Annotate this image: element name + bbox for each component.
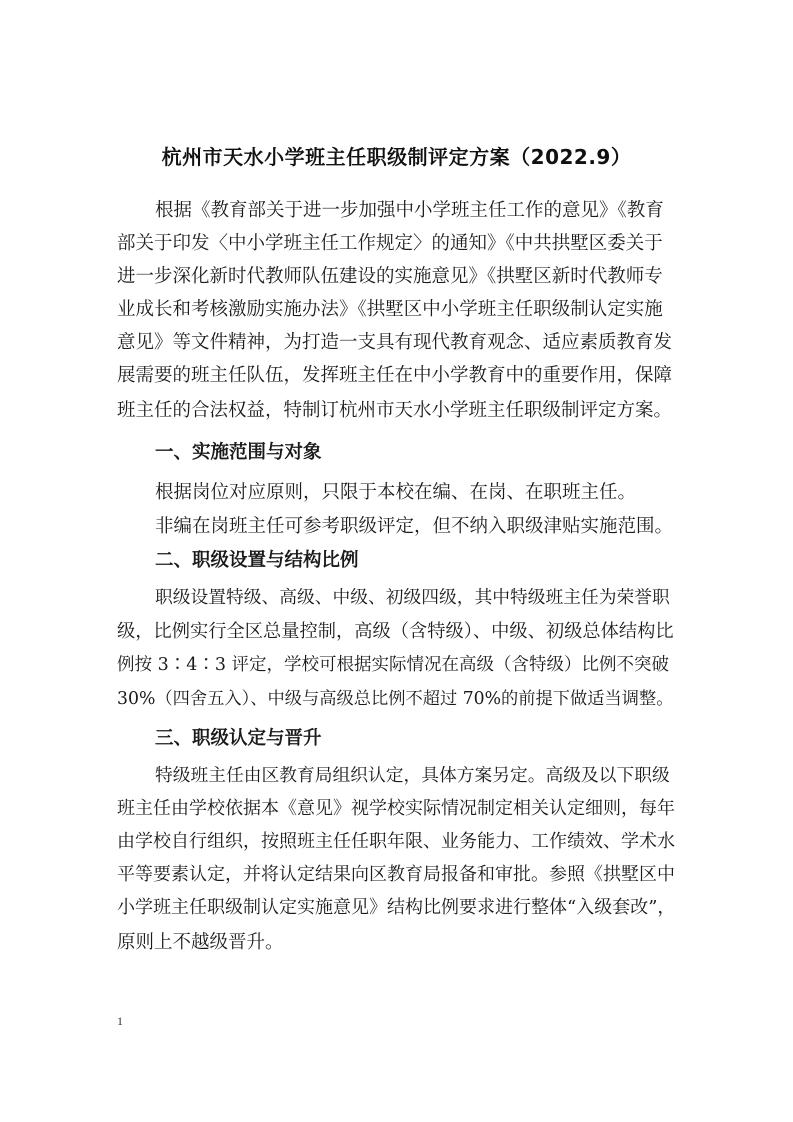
paragraph-line: 班主任的合法权益，特制订杭州市天水小学班主任职级制评定方案。 bbox=[117, 400, 673, 421]
section-heading: 一、实施范围与对象 bbox=[155, 442, 322, 463]
paragraph-line: 小学班主任职级制认定实施意见》结构比例要求进行整体“入级套改”， bbox=[117, 897, 676, 918]
paragraph-line: 特级班主任由区教育局组织认定，具体方案另定。高级及以下职级 bbox=[155, 766, 670, 786]
paragraph-line: 业成长和考核激励实施办法》《拱墅区中小学班主任职级制认定实施 bbox=[117, 299, 663, 320]
paragraph-line: 例按 3∶4∶3 评定，学校可根据实际情况在高级（含特级）比例不突破 bbox=[117, 655, 670, 675]
paragraph-line: 根据岗位对应原则，只限于本校在编、在岗、在职班主任。 bbox=[155, 482, 637, 503]
paragraph-line: 非编在岗班主任可参考职级评定，但不纳入职级津贴实施范围。 bbox=[155, 516, 674, 537]
paragraph-line: 职级设置特级、高级、中级、初级四级，其中特级班主任为荣誉职 bbox=[155, 588, 670, 608]
page-number: 1 bbox=[117, 1014, 123, 1028]
paragraph-line: 根据《教育部关于进一步加强中小学班主任工作的意见》《教育 bbox=[155, 200, 664, 221]
section-heading: 三、职级认定与晋升 bbox=[155, 728, 322, 749]
paragraph-line: 平等要素认定，并将认定结果向区教育局报备和审批。参照《拱墅区中 bbox=[117, 864, 675, 885]
paragraph-line: 进一步深化新时代教师队伍建设的实施意见》《拱墅区新时代教师专 bbox=[117, 266, 663, 287]
document-title: 杭州市天水小学班主任职级制评定方案（2022.9） bbox=[161, 145, 632, 169]
paragraph-line: 展需要的班主任队伍，发挥班主任在中小学教育中的重要作用，保障 bbox=[117, 365, 673, 386]
paragraph-line: 级，比例实行全区总量控制，高级（含特级）、中级、初级总体结构比 bbox=[117, 621, 674, 642]
paragraph-line: 原则上不越级晋升。 bbox=[117, 932, 284, 953]
paragraph-line: 班主任由学校依据本《意见》视学校实际情况制定相关认定细则，每年 bbox=[117, 798, 675, 819]
section-heading: 二、职级设置与结构比例 bbox=[155, 550, 359, 571]
paragraph-line: 由学校自行组织，按照班主任任职年限、业务能力、工作绩效、学术水 bbox=[117, 831, 675, 852]
paragraph-line: 30%（四舍五入）、中级与高级总比例不超过 70%的前提下做适当调整。 bbox=[117, 689, 674, 709]
paragraph-line: 意见》等文件精神，为打造一支具有现代教育观念、适应素质教育发 bbox=[117, 332, 673, 353]
paragraph-line: 部关于印发〈中小学班主任工作规定〉的通知》《中共拱墅区委关于 bbox=[117, 233, 663, 254]
